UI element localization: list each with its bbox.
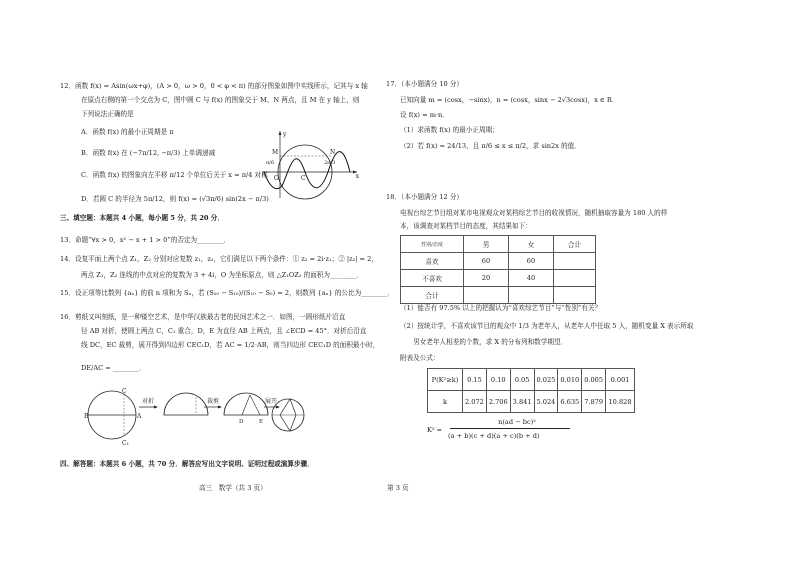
table-cell: 0.15	[463, 369, 487, 391]
formula-lhs: K² =	[427, 426, 443, 434]
q18-reference-label: 附表及公式：	[400, 354, 440, 362]
q18-survey-table	[400, 235, 596, 304]
table-header: 合计	[554, 236, 596, 253]
table-cell	[509, 287, 554, 304]
fig-arrowhead-1	[154, 406, 158, 409]
formula-numerator: n(ad − bc)²	[498, 418, 536, 426]
q18-part2-line1: （2）按统计学，不喜欢该节目的观众中 1/3 为老年人，从老年人中任取 5 人，随机变量 X 表示所取	[400, 322, 694, 330]
table-cell: 0.05	[510, 369, 534, 391]
q12-line1: 12．函数 f(x) = Asin(ωx+φ)，(A > 0，ω > 0，0 < φ < π) 的部分图象如图中实线所示，记其与 x 轴	[60, 82, 368, 90]
table-cell: 6.635	[558, 391, 582, 413]
right-footer: 第 3 页	[387, 484, 409, 492]
table-cell: 喜欢	[401, 253, 464, 270]
q14-line1: 14．设复平面上两个点 Z₁，Z₂ 分别对应复数 z₁，z₂，它们满足以下两个条件：① z₂ = 2i·z₁；② |z₂| = 2，	[60, 255, 378, 263]
sine-curve	[264, 152, 350, 189]
point-m-label: M	[272, 149, 279, 156]
point-n-label: N	[330, 149, 336, 156]
q12-option-c: C．函数 f(x) 的图象向左平移 π/12 个单位后关于 x = π/4 对称	[81, 171, 268, 179]
xtick-pi-6: π/6	[266, 160, 275, 166]
fig-label-c1: C₁	[122, 440, 129, 447]
table-cell: 5.024	[534, 391, 558, 413]
table-cell: 20	[464, 270, 509, 287]
section-4-heading: 四、解答题：本题共 6 小题，共 70 分．解答应写出文字说明、证明过程或演算步骤．	[60, 460, 314, 468]
q12-line2: 在原点右侧的第一个交点为 C，图中圆 C 与 f(x) 的图象交于 M、N 两点，且 M 在 y 轴上，则	[81, 96, 360, 104]
q18-part1: （1）能否有 97.5% 以上的把握认为“喜欢综艺节目”与“性别”有关？	[400, 304, 602, 312]
table-cell: 7.879	[582, 391, 606, 413]
left-footer: 高三 数学（共 3 页）	[199, 484, 267, 492]
table-cell: 0.001	[606, 369, 635, 391]
fig-label-cut: 裁剪	[207, 398, 220, 405]
formula-fraction-bar	[450, 428, 570, 429]
table-cell: 60	[464, 253, 509, 270]
fig-label-b: B	[84, 413, 89, 420]
k-critical-value-table	[427, 368, 635, 413]
table-cell	[464, 287, 509, 304]
fig-label-unfold: 展开	[265, 398, 278, 405]
fig-label-d: D	[239, 419, 244, 425]
table-cell: 60	[509, 253, 554, 270]
y-label: y	[283, 131, 287, 138]
q13: 13．命题“∀x > 0，x² − x + 1 > 0”的否定为________．	[60, 236, 231, 244]
table-row	[428, 369, 635, 391]
q12-line3: 下列说法正确的是	[81, 110, 134, 118]
table-header: P(K²≥k)	[428, 369, 463, 391]
table-row	[401, 270, 596, 287]
table-cell	[554, 287, 596, 304]
table-cell: 2.072	[463, 391, 487, 413]
q16-paper-cut-figure	[84, 385, 306, 447]
point-c-label: C	[301, 175, 306, 182]
q18-title: 18．（本小题满分 12 分）	[386, 193, 464, 201]
fig-half-circle-2	[164, 393, 208, 415]
q18-part2-line2: 男女老年人相差的个数，求 X 的分布列和数学期望．	[400, 338, 568, 346]
table-header: 男	[464, 236, 509, 253]
table-row	[401, 253, 596, 270]
q17-title: 17．（本小题满分 10 分）	[386, 80, 464, 88]
q12-sine-graph	[260, 128, 360, 200]
q15: 15．设正项等比数列 {aₙ} 的前 n 项和为 Sₙ，若 (S₂₀ − S₁₀)/(S₁₀ − S₅) = 2，则数列 {aₙ} 的公比为________．	[60, 289, 395, 297]
q12-option-b: B．函数 f(x) 在 (−7π/12, −π/3) 上单调递减	[81, 149, 216, 157]
q17-line2: 设 f(x) = m·n．	[400, 111, 449, 119]
fig-arrowhead-2	[218, 406, 222, 409]
y-axis-arrow	[279, 131, 282, 135]
q16-line4: DE/AC = ________．	[81, 364, 146, 372]
q16-line3: 线 DC，EC 裁剪，展开得到四边形 CEC₁D，若 AC = 1/2·AB，则当四边形 CEC₁D 的面积最小时，	[81, 341, 380, 349]
table-header: 女	[509, 236, 554, 253]
origin-label: O	[274, 175, 279, 182]
x-label: x	[355, 173, 359, 180]
table-cell: 40	[509, 270, 554, 287]
table-header: k	[428, 391, 463, 413]
table-cell	[554, 253, 596, 270]
q18-line1: 电视台综艺节目组对某市电视观众对某档综艺节目的收视情况，随机抽取容量为 180 人的样	[400, 209, 668, 217]
q16-line2: 径 AB 对折，使圆上两点 C，C₁ 重合，D，E 为直径 AB 上两点，且 ∠ECD = 45°．对折后沿直	[81, 327, 367, 335]
fig-half-circle-3	[224, 393, 268, 415]
formula-denominator: (a + b)(c + d)(a + c)(b + d)	[448, 432, 540, 440]
fig-label-a: A	[137, 413, 142, 420]
table-cell: 0.025	[534, 369, 558, 391]
table-cell: 合计	[401, 287, 464, 304]
fig-label-c: C	[122, 388, 127, 395]
fig-label-e: E	[259, 419, 264, 425]
table-cell: 3.841	[510, 391, 534, 413]
xtick-2pi-3: 2π/3	[324, 160, 336, 166]
table-corner-cell: 性别/态度	[401, 236, 464, 253]
q14-line2: 两点 Z₁，Z₂ 连线的中点对应的复数为 3 + 4i，O 为坐标原点，则 △Z₁OZ₂ 的面积为________．	[81, 271, 363, 279]
q17-part1: （1）求函数 f(x) 的最小正周期；	[400, 126, 499, 134]
table-cell: 0.005	[582, 369, 606, 391]
table-cell	[554, 270, 596, 287]
q17-part2: （2）若 f(x) = 24/13，且 π/6 ≤ x ≤ π/2，求 sin2x 的值．	[400, 142, 581, 150]
table-row	[428, 391, 635, 413]
table-cell: 2.706	[486, 391, 510, 413]
table-cell: 不喜欢	[401, 270, 464, 287]
section-3-heading: 三、填空题：本题共 4 小题，每小题 5 分，共 20 分．	[60, 214, 224, 222]
q17-line1: 已知向量 m = (cosx，−sinx)，n = (cosx，sinx − 2√3cosx)，x ∈ R．	[400, 96, 619, 104]
q18-line2: 本，该调查对某档节目的态度，其结果如下：	[400, 222, 532, 230]
table-cell: 0.010	[558, 369, 582, 391]
fig-cut-line-1	[242, 395, 250, 415]
table-row	[401, 287, 596, 304]
q12-option-a: A．函数 f(x) 的最小正周期是 π	[81, 128, 174, 136]
fig-label-fold: 对折	[142, 398, 155, 405]
table-row	[401, 236, 596, 253]
fig-cut-line-2	[250, 395, 260, 415]
q16-line1: 16．剪纸又叫刻纸，是一种镂空艺术，是中华汉族最古老的民间艺术之一．如图，一圆形纸片沿直	[60, 313, 346, 321]
fig-arrowhead-3	[276, 406, 280, 409]
q12-option-d: D．若圆 C 的半径为 5π/12，则 f(x) = (√3π/6) sin(2x − π/3)	[81, 195, 269, 203]
table-cell: 10.828	[606, 391, 635, 413]
table-cell: 0.10	[486, 369, 510, 391]
